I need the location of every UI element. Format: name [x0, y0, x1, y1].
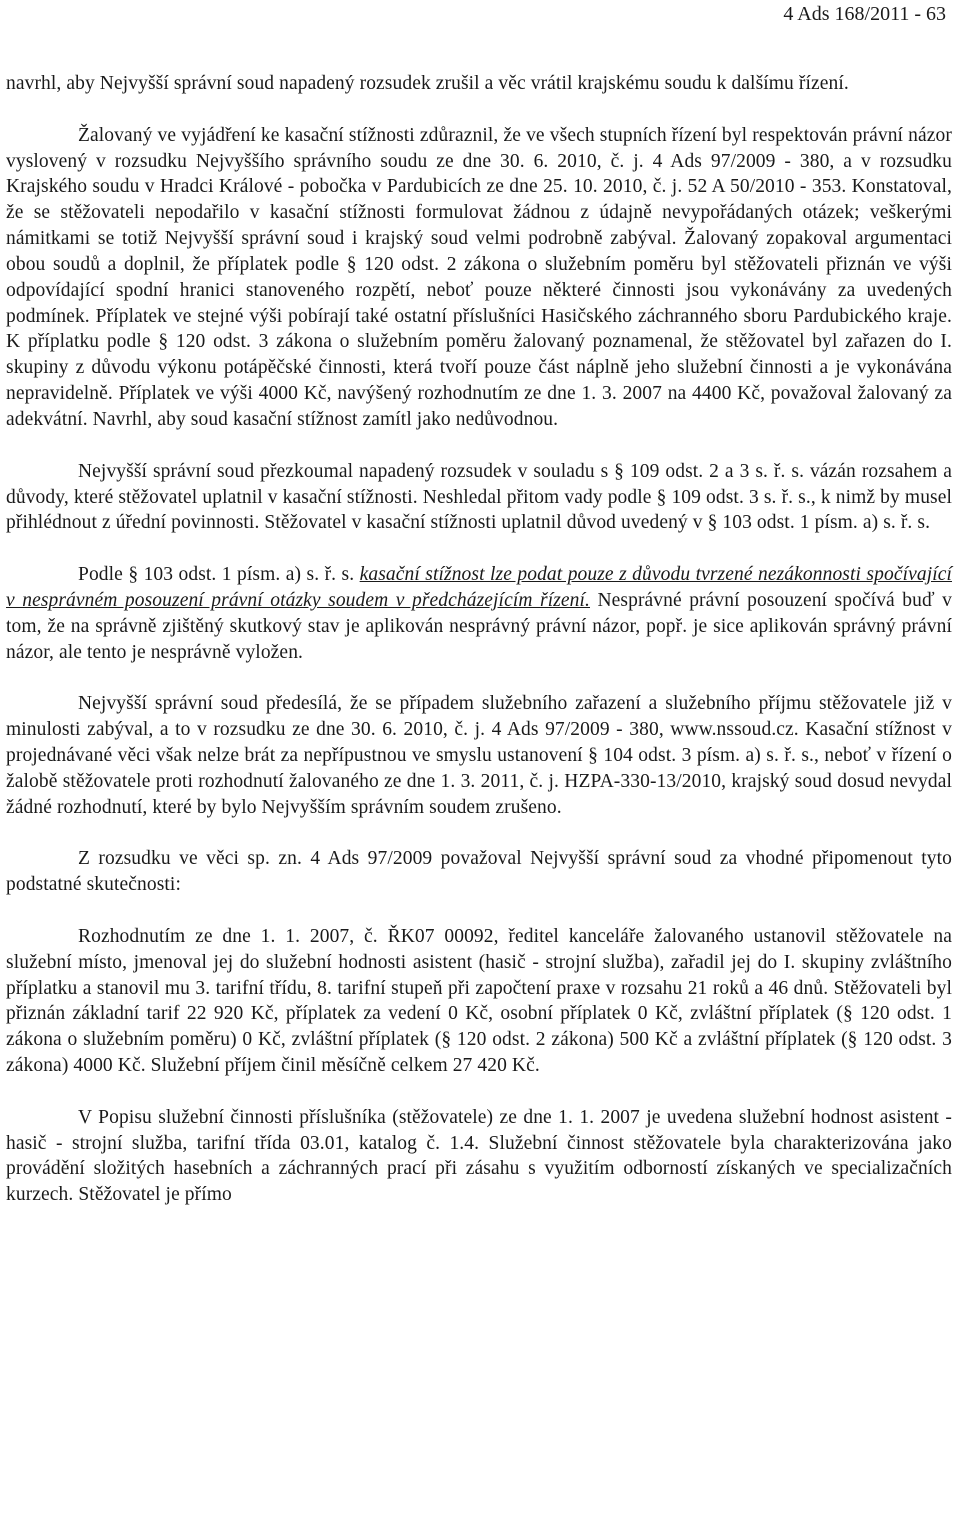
paragraph-1: navrhl, aby Nejvyšší správní soud napadený rozsudek zrušil a věc vrátil krajskému soudu k dalšímu řízení. [6, 73, 849, 94]
paragraph-8: V Popisu služební činnosti příslušníka (stěžovatele) ze dne 1. 1. 2007 je uvedena služební hodnost asistent - hasič - strojní služba, tarifní třída 03.01, katalog č. 1.4. Služební činnost stěžovatele byla charakterizována jako provádění složitých hasebních a záchranných prací při zásahu s využitím odborností získaných ve specializačních kurzech. Stěžovatel je přímo [6, 1106, 952, 1206]
paragraph-6: Z rozsudku ve věci sp. zn. 4 Ads 97/2009 považoval Nejvyšší správní soud za vhodné připomenout tyto podstatné skutečnosti: [6, 848, 952, 896]
paragraph-3: Nejvyšší správní soud přezkoumal napadený rozsudek v souladu s § 109 odst. 2 a 3 s. ř. s. vázán rozsahem a důvody, které stěžovatel uplatnil v kasační stížnosti. Neshledal přitom vady podle § 109 odst. 3 s. ř. s., k nimž by musel přihlédnout z úřední povinnosti. Stěžovatel v kasační stížnosti uplatnil důvod uvedený v § 103 odst. 1 písm. a) s. ř. s. [6, 460, 952, 534]
paragraph-4 [6, 562, 952, 665]
paragraph-4-tail: Nesprávné právní posouzení spočívá buď v tom, že na správně zjištěný skutkový stav je aplikován nesprávný právní názor, popř. je sice aplikován správný právní názor, ale tento je nesprávně vyložen. [6, 589, 952, 663]
case-reference: 4 Ads 168/2011 - 63 [783, 3, 946, 25]
document-body [6, 71, 952, 1208]
paragraph-7: Rozhodnutím ze dne 1. 1. 2007, č. ŘK07 00092, ředitel kanceláře žalovaného ustanovil stěžovatele na služební místo, jmenoval jej do služební hodnosti asistent (hasič - strojní služba), zařadil jej do I. skupiny zvláštního příplatku a stanovil mu 3. tarifní třídu, 8. tarifní stupeň při započtení praxe v rozsahu 21 roků a 46 dnů. Stěžovateli byl přiznán základní tarif 22 920 Kč, příplatek za vedení 0 Kč, osobní příplatek 0 Kč, zvláštní příplatek (§ 120 odst. 1 zákona o služebním poměru) 0 Kč, zvláštní příplatek (§ 120 odst. 2 zákona) 500 Kč a zvláštní příplatek (§ 120 odst. 3 zákona) 4000 Kč. Služební příjem činil měsíčně celkem 27 420 Kč. [6, 925, 952, 1077]
paragraph-2: Žalovaný ve vyjádření ke kasační stížnosti zdůraznil, že ve všech stupních řízení byl respektován právní názor vyslovený v rozsudku Nejvyššího správního soudu ze dne 30. 6. 2010, č. j. 4 Ads 97/2009 - 380, a v rozsudku Krajského soudu v Hradci Králové - pobočka v Pardubicích ze dne 25. 10. 2010, č. j. 52 A 50/2010 - 353. Konstatoval, že se stěžovateli nepodařilo v kasační stížnosti formulovat žádnou z údajně nevypořádaných otázek; veškerými námitkami se totiž Nejvyšší správní soud i krajský soud velmi podrobně zabýval. Žalovaný zopakoval argumentaci obou soudů a doplnil, že příplatek podle § 120 odst. 2 zákona o služebním poměru byl stěžovateli přiznán ve výši odpovídající spodní hranici stanoveného rozpětí, neboť pouze některé činnosti jsou vykonávány za uvedených podmínek. Příplatek ve stejné výši pobírají také ostatní příslušníci Hasičského záchranného sboru Pardubického kraje. K příplatku podle § 120 odst. 3 zákona o služebním poměru žalovaný poznamenal, že stěžovatel byl zařazen do I. skupiny z důvodu výkonu potápěčské činnosti, která tvoří pouze část náplně jeho služební činnosti a je vykonávána nepravidelně. Příplatek ve výši 4000 Kč, navýšený rozhodnutím ze dne 1. 3. 2007 na 4400 Kč, považoval žalovaný za adekvátní. Navrhl, aby soud kasační stížnost zamítl jako nedůvodnou. [6, 124, 952, 430]
statute-quote: kasační stížnost lze podat pouze z důvodu tvrzené nezákonnosti spočívající v nesprávném posouzení právní otázky soudem v předcházejícím řízení. [6, 564, 952, 611]
paragraph-4-lead: Podle § 103 odst. 1 písm. a) s. ř. s. [78, 564, 360, 586]
paragraph-5: Nejvyšší správní soud předesílá, že se případem služebního zařazení a služebního příjmu stěžovatele již v minulosti zabýval, a to v rozsudku ze dne 30. 6. 2010, č. j. 4 Ads 97/2009 - 380, www.nssoud.cz. Kasační stížnost v projednávané věci však nelze brát za nepřípustnou ve smyslu ustanovení § 104 odst. 3 písm. a) s. ř. s., neboť v řízení o žalobě stěžovatele proti rozhodnutí žalovaného ze dne 1. 3. 2011, č. j. HZPA-330-13/2010, krajský soud dosud nevydal žádné rozhodnutí, které by bylo Nejvyšším správním soudem zrušeno. [6, 693, 952, 818]
